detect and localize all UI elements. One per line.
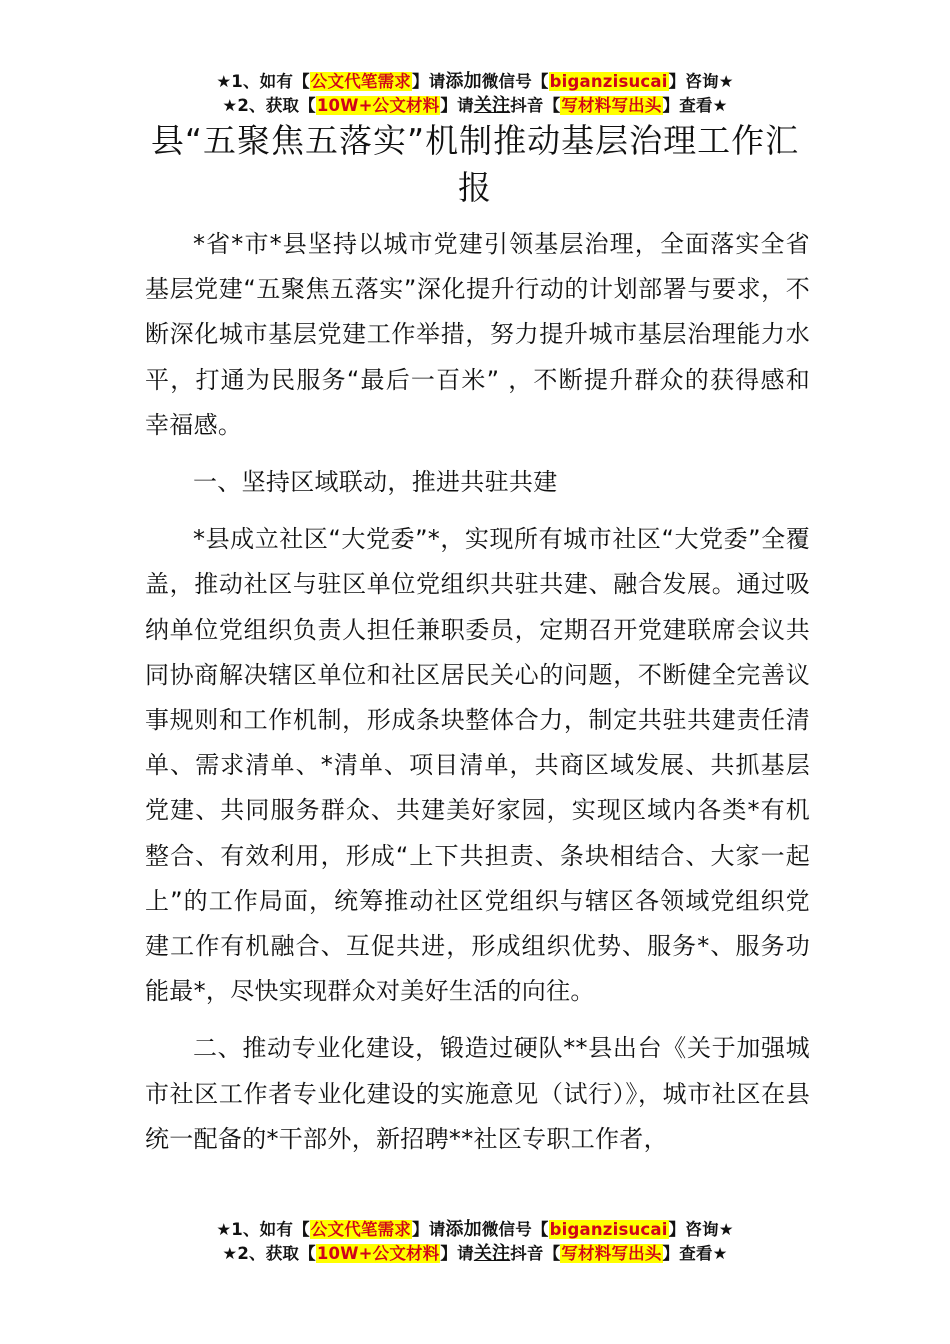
paragraph-intro: *省*市*县坚持以城市党建引领基层治理，全面落实全省基层党建“五聚焦五落实”深化提升行动的计划部署与要求，不断深化城市基层党建工作举措，努力提升城市基层治理能力水平，打通为民服务“最后一百米” ，不断提升群众的获得感和幸福感。 — [145, 230, 810, 439]
document-title: 县“五聚焦五落实”机制推动基层治理工作汇报 — [150, 121, 800, 207]
header-line-2: ★2、获取【10W+公文材料】请关注抖音【写材料写出头】查看★ — [222, 95, 728, 116]
highlight-wechat-id: biganzisucai — [549, 72, 668, 91]
footer-banner — [0, 1218, 950, 1266]
footer-line-2: ★2、获取【10W+公文材料】请关注抖音【写材料写出头】查看★ — [222, 1243, 728, 1264]
section-heading-1: 一、坚持区域联动，推进共驻共建 — [193, 468, 558, 497]
highlight-service: 公文代笔需求 — [310, 72, 411, 91]
highlight-douyin: 写材料写出头 — [561, 96, 662, 115]
paragraph-section-1: *县成立社区“大党委”*，实现所有城市社区“大党委”全覆盖，推动社区与驻区单位党组织共驻共建、融合发展。通过吸纳单位党组织负责人担任兼职委员，定期召开党建联席会议共同协商解决辖区单位和社区居民关心的问题，不断健全完善议事规则和工作机制，形成条块整体合力，制定共驻共建责任清单、需求清单、*清单、项目清单，共商区域发展、共抓基层党建、共同服务群众、共建美好家园，实现区域内各类*有机整合、有效利用，形成“上下共担责、条块相结合、大家一起上”的工作局面，统筹推动社区党组织与辖区各领域党组织党建工作有机融合、互促共进，形成组织优势、服务*、服务功能最*，尽快实现群众对美好生活的向往。 — [145, 525, 810, 1006]
document-body — [145, 222, 810, 1162]
header-line-1: ★1、如有【公文代笔需求】请添加微信号【biganzisucai】咨询★ — [216, 71, 734, 92]
highlight-materials: 10W+公文材料 — [316, 96, 440, 115]
footer-line-1: ★1、如有【公文代笔需求】请添加微信号【biganzisucai】咨询★ — [216, 1219, 734, 1240]
paragraph-section-2: 二、推动专业化建设，锻造过硬队**县出台《关于加强城市社区工作者专业化建设的实施意见（试行）》，城市社区在县统一配备的*干部外，新招聘**社区专职工作者， — [145, 1034, 810, 1153]
header-banner — [0, 70, 950, 118]
